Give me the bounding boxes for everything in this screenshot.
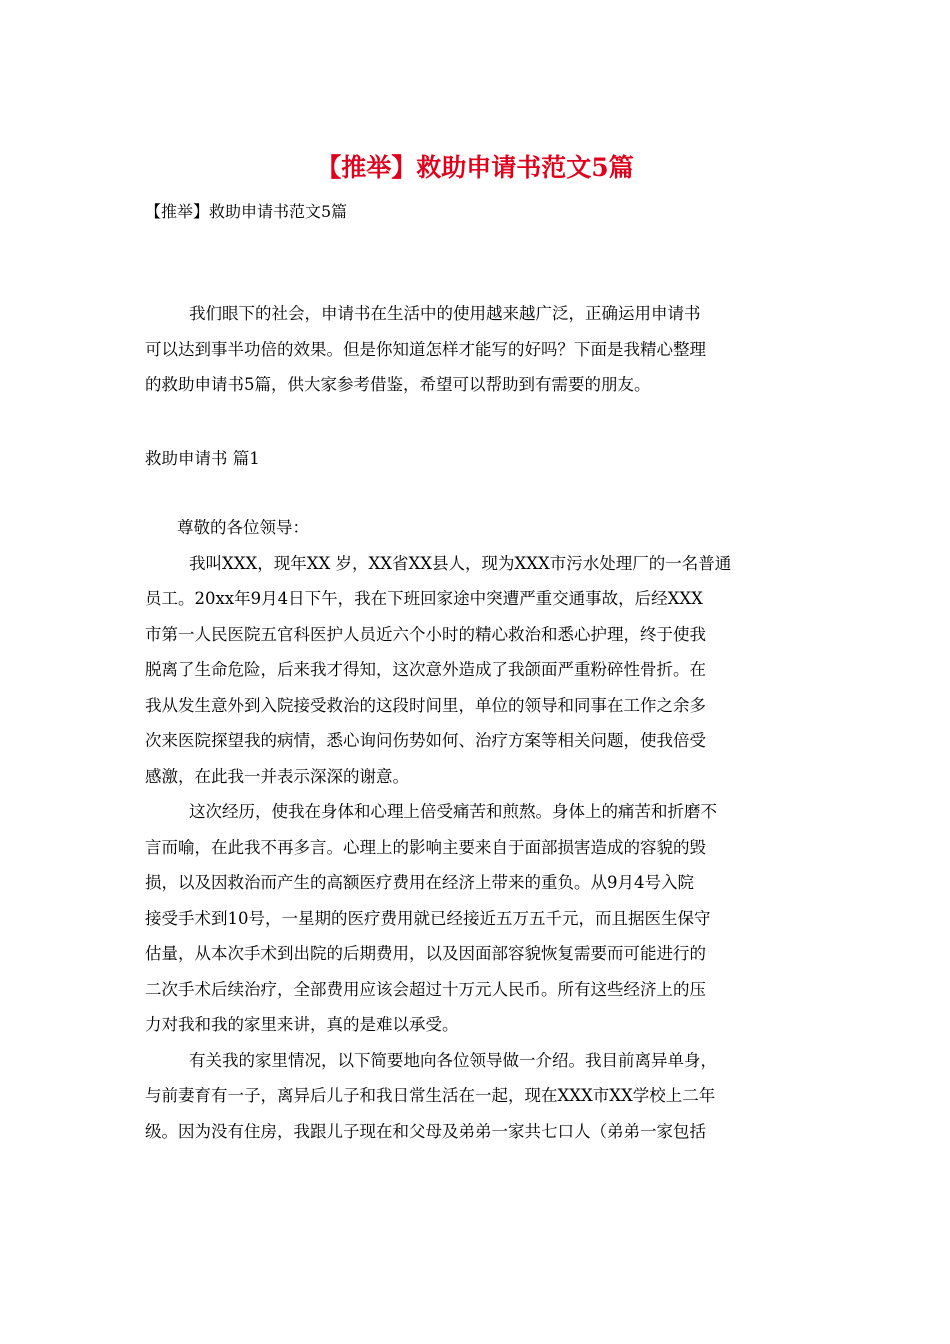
document-subtitle: 【推举】救助申请书范文5篇 (145, 202, 348, 221)
intro-line: 的救助申请书5篇，供大家参考借鉴，希望可以帮助到有需要的朋友。 (145, 375, 651, 394)
paragraph-line: 市第一人民医院五官科医护人员近六个小时的精心救治和悉心护理，终于使我 (145, 624, 706, 644)
paragraph-line: 这次经历，使我在身体和心理上倍受痛苦和煎熬。身体上的痛苦和折磨不 (189, 802, 717, 821)
paragraph-line: 与前妻育有一子，离异后儿子和我日常生活在一起，现在XXX市XX学校上二年 (145, 1086, 716, 1105)
paragraph-line: 员工。20xx年9月4日下午，我在下班回家途中突遭严重交通事故，后经XXX (145, 589, 703, 608)
paragraph-line: 力对我和我的家里来讲，真的是难以承受。 (145, 1015, 459, 1034)
paragraph-line: 估量，从本次手术到出院的后期费用，以及因面部容貌恢复需要而可能进行的 (145, 944, 706, 963)
paragraph-line: 次来医院探望我的病情，悉心询问伤势如何、治疗方案等相关问题，使我倍受 (145, 731, 706, 750)
paragraph-line: 我从发生意外到入院接受救治的这段时间里，单位的领导和同事在工作之余多 (145, 695, 706, 715)
paragraph-line: 二次手术后续治疗，全部费用应该会超过十万元人民币。所有这些经济上的压 (145, 979, 706, 999)
intro-line: 可以达到事半功倍的效果。但是你知道怎样才能写的好吗？下面是我精心整理 (145, 339, 706, 359)
paragraph-line: 言而喻，在此我不再多言。心理上的影响主要来自于面部损害造成的容貌的毁 (145, 837, 706, 857)
paragraph-line: 接受手术到10号，一星期的医疗费用就已经接近五万五千元，而且据医生保守 (145, 908, 711, 928)
intro-line: 我们眼下的社会，申请书在生活中的使用越来越广泛，正确运用申请书 (189, 304, 701, 323)
salutation: 尊敬的各位领导： (177, 518, 309, 537)
paragraph-line: 感激，在此我一并表示深深的谢意。 (145, 766, 409, 786)
document-title: 【推举】救助申请书范文5篇 (316, 153, 634, 182)
letter-body (145, 510, 810, 1149)
paragraph-line: 有关我的家里情况，以下简要地向各位领导做一介绍。我目前离异单身， (189, 1050, 717, 1070)
section-heading: 救助申请书 篇1 (145, 449, 260, 468)
paragraph-line: 损，以及因救治而产生的高额医疗费用在经济上带来的重负。从9月4号入院 (145, 873, 694, 892)
intro-paragraph (145, 296, 810, 403)
paragraph-line: 脱离了生命危险，后来我才得知，这次意外造成了我颌面严重粉碎性骨折。在 (145, 660, 706, 679)
paragraph-line: 我叫XXX，现年XX 岁，XX省XX县人，现为XXX市污水处理厂的一名普通 (189, 553, 732, 573)
paragraph-line: 级。因为没有住房，我跟儿子现在和父母及弟弟一家共七口人（弟弟一家包括 (145, 1121, 706, 1141)
